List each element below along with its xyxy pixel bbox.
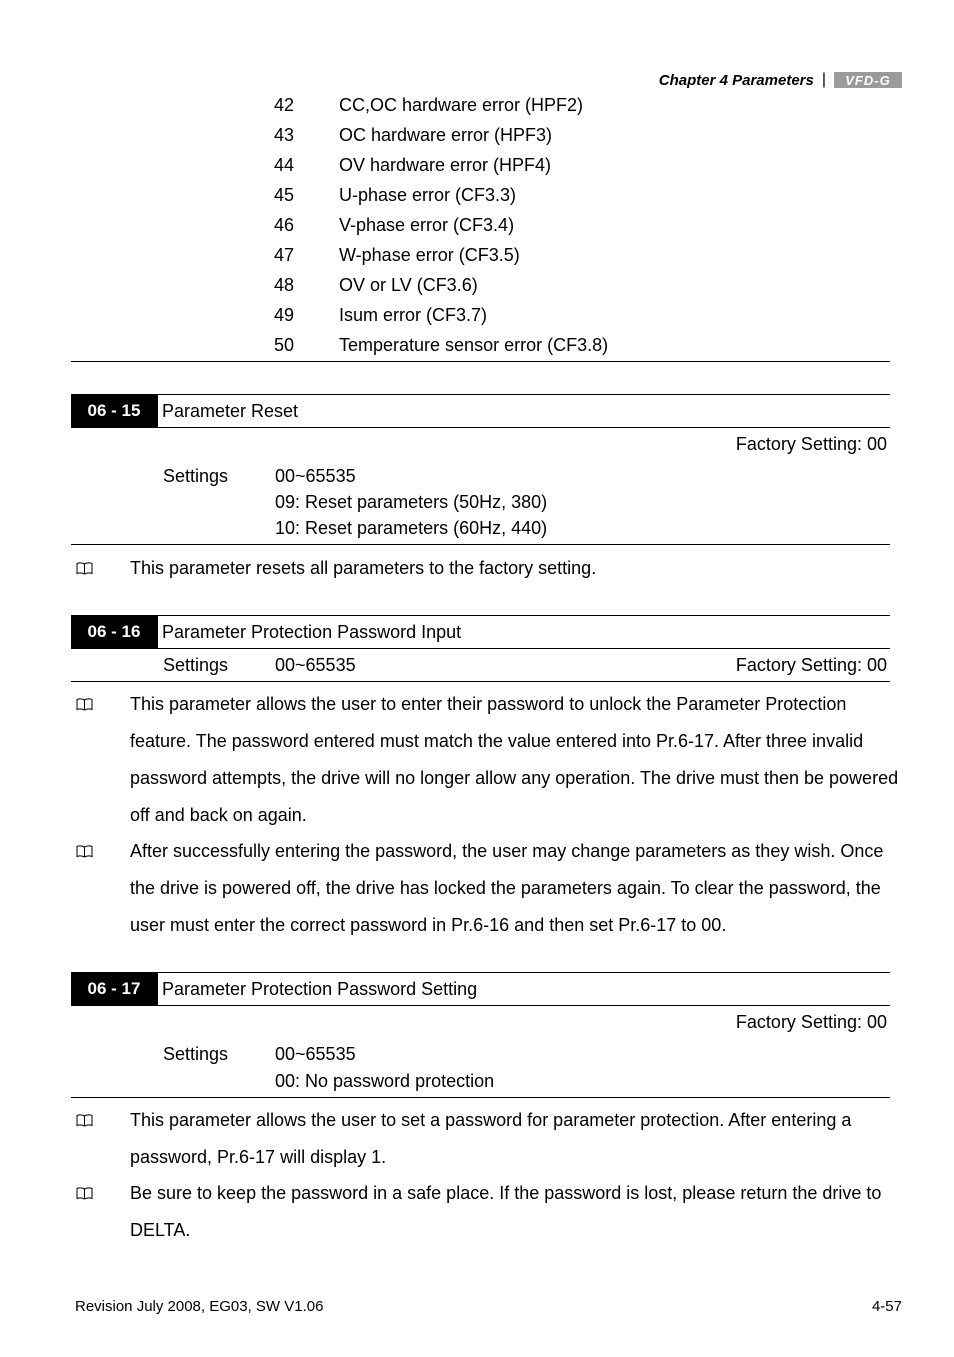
param-code: 06 - 17: [71, 972, 157, 1006]
error-code: 49: [274, 305, 295, 325]
param-name: Parameter Reset: [162, 400, 299, 421]
factory-setting: Factory Setting: 00: [735, 655, 887, 675]
error-code: 50: [274, 335, 295, 355]
factory-setting: Factory Setting: 00: [735, 1012, 887, 1032]
section-divider: [71, 544, 890, 545]
error-text: Isum error (CF3.7): [339, 305, 488, 325]
error-text: U-phase error (CF3.3): [339, 185, 517, 205]
param-code: 06 - 15: [71, 394, 157, 428]
error-code: 45: [274, 185, 295, 205]
setting-value: 00: No password protection: [275, 1071, 495, 1091]
error-text: Temperature sensor error (CF3.8): [339, 335, 609, 355]
note-text: This parameter allows the user to enter their password to unlock the Parameter Protection feature. The password entered must match the value entered into Pr.6-17. After three invalid password attempts, the drive will no longer allow any operation. The drive must then be powered off and back on again.: [130, 694, 899, 825]
error-text: CC,OC hardware error (HPF2): [339, 95, 584, 115]
param-code: 06 - 16: [71, 615, 157, 649]
section-divider: [71, 361, 890, 362]
param-header-06-16: [71, 615, 890, 649]
error-text: OV hardware error (HPF4): [339, 155, 552, 175]
error-code: 43: [274, 125, 295, 145]
book-icon: [76, 1114, 93, 1127]
book-icon: [76, 698, 93, 711]
setting-value: 10: Reset parameters (60Hz, 440): [275, 518, 548, 538]
error-code: 44: [274, 155, 295, 175]
error-text: OC hardware error (HPF3): [339, 125, 553, 145]
note-text: This parameter resets all parameters to the factory setting.: [130, 558, 597, 578]
revision-footer: Revision July 2008, EG03, SW V1.06: [75, 1298, 324, 1315]
error-code: 42: [274, 95, 295, 115]
note-text: This parameter allows the user to set a password for parameter protection. After entering a password, Pr.6-17 will display 1.: [130, 1110, 852, 1167]
setting-value: 00~65535: [275, 1044, 356, 1064]
factory-setting: Factory Setting: 00: [735, 434, 887, 454]
note-text: Be sure to keep the password in a safe place. If the password is lost, please return the drive to DELTA.: [130, 1183, 882, 1240]
error-code: 48: [274, 275, 295, 295]
error-code: 46: [274, 215, 295, 235]
book-icon: [76, 562, 93, 575]
error-code: 47: [274, 245, 295, 265]
param-header-06-17: [71, 972, 890, 1006]
chapter-title: Chapter 4 Parameters: [658, 71, 814, 89]
setting-value: 00~65535: [275, 655, 356, 675]
param-name: Parameter Protection Password Setting: [162, 978, 478, 999]
page-header: [659, 70, 902, 90]
page-number: 4-57: [871, 1298, 902, 1315]
book-icon: [76, 845, 93, 858]
section-divider: [71, 1097, 890, 1098]
setting-value: 09: Reset parameters (50Hz, 380): [275, 492, 548, 512]
setting-value: 00~65535: [275, 466, 356, 486]
settings-label: Settings: [163, 466, 229, 486]
param-name: Parameter Protection Password Input: [162, 621, 462, 642]
error-text: V-phase error (CF3.4): [339, 215, 515, 235]
param-header-06-15: [71, 394, 890, 428]
section-divider: [71, 681, 890, 682]
vfd-g-logo: VFD-G: [834, 72, 902, 88]
book-icon: [76, 1187, 93, 1200]
header-separator: |: [821, 71, 826, 88]
settings-label: Settings: [163, 655, 229, 675]
settings-label: Settings: [163, 1044, 229, 1064]
error-text: OV or LV (CF3.6): [339, 275, 478, 295]
error-text: W-phase error (CF3.5): [339, 245, 520, 265]
note-text: After successfully entering the password, the user may change parameters as they wish. Once the drive is powered off, the drive has locked the parameters again. To clear the password, the user must enter the correct password in Pr.6-16 and then set Pr.6-17 to 00.: [130, 841, 884, 935]
